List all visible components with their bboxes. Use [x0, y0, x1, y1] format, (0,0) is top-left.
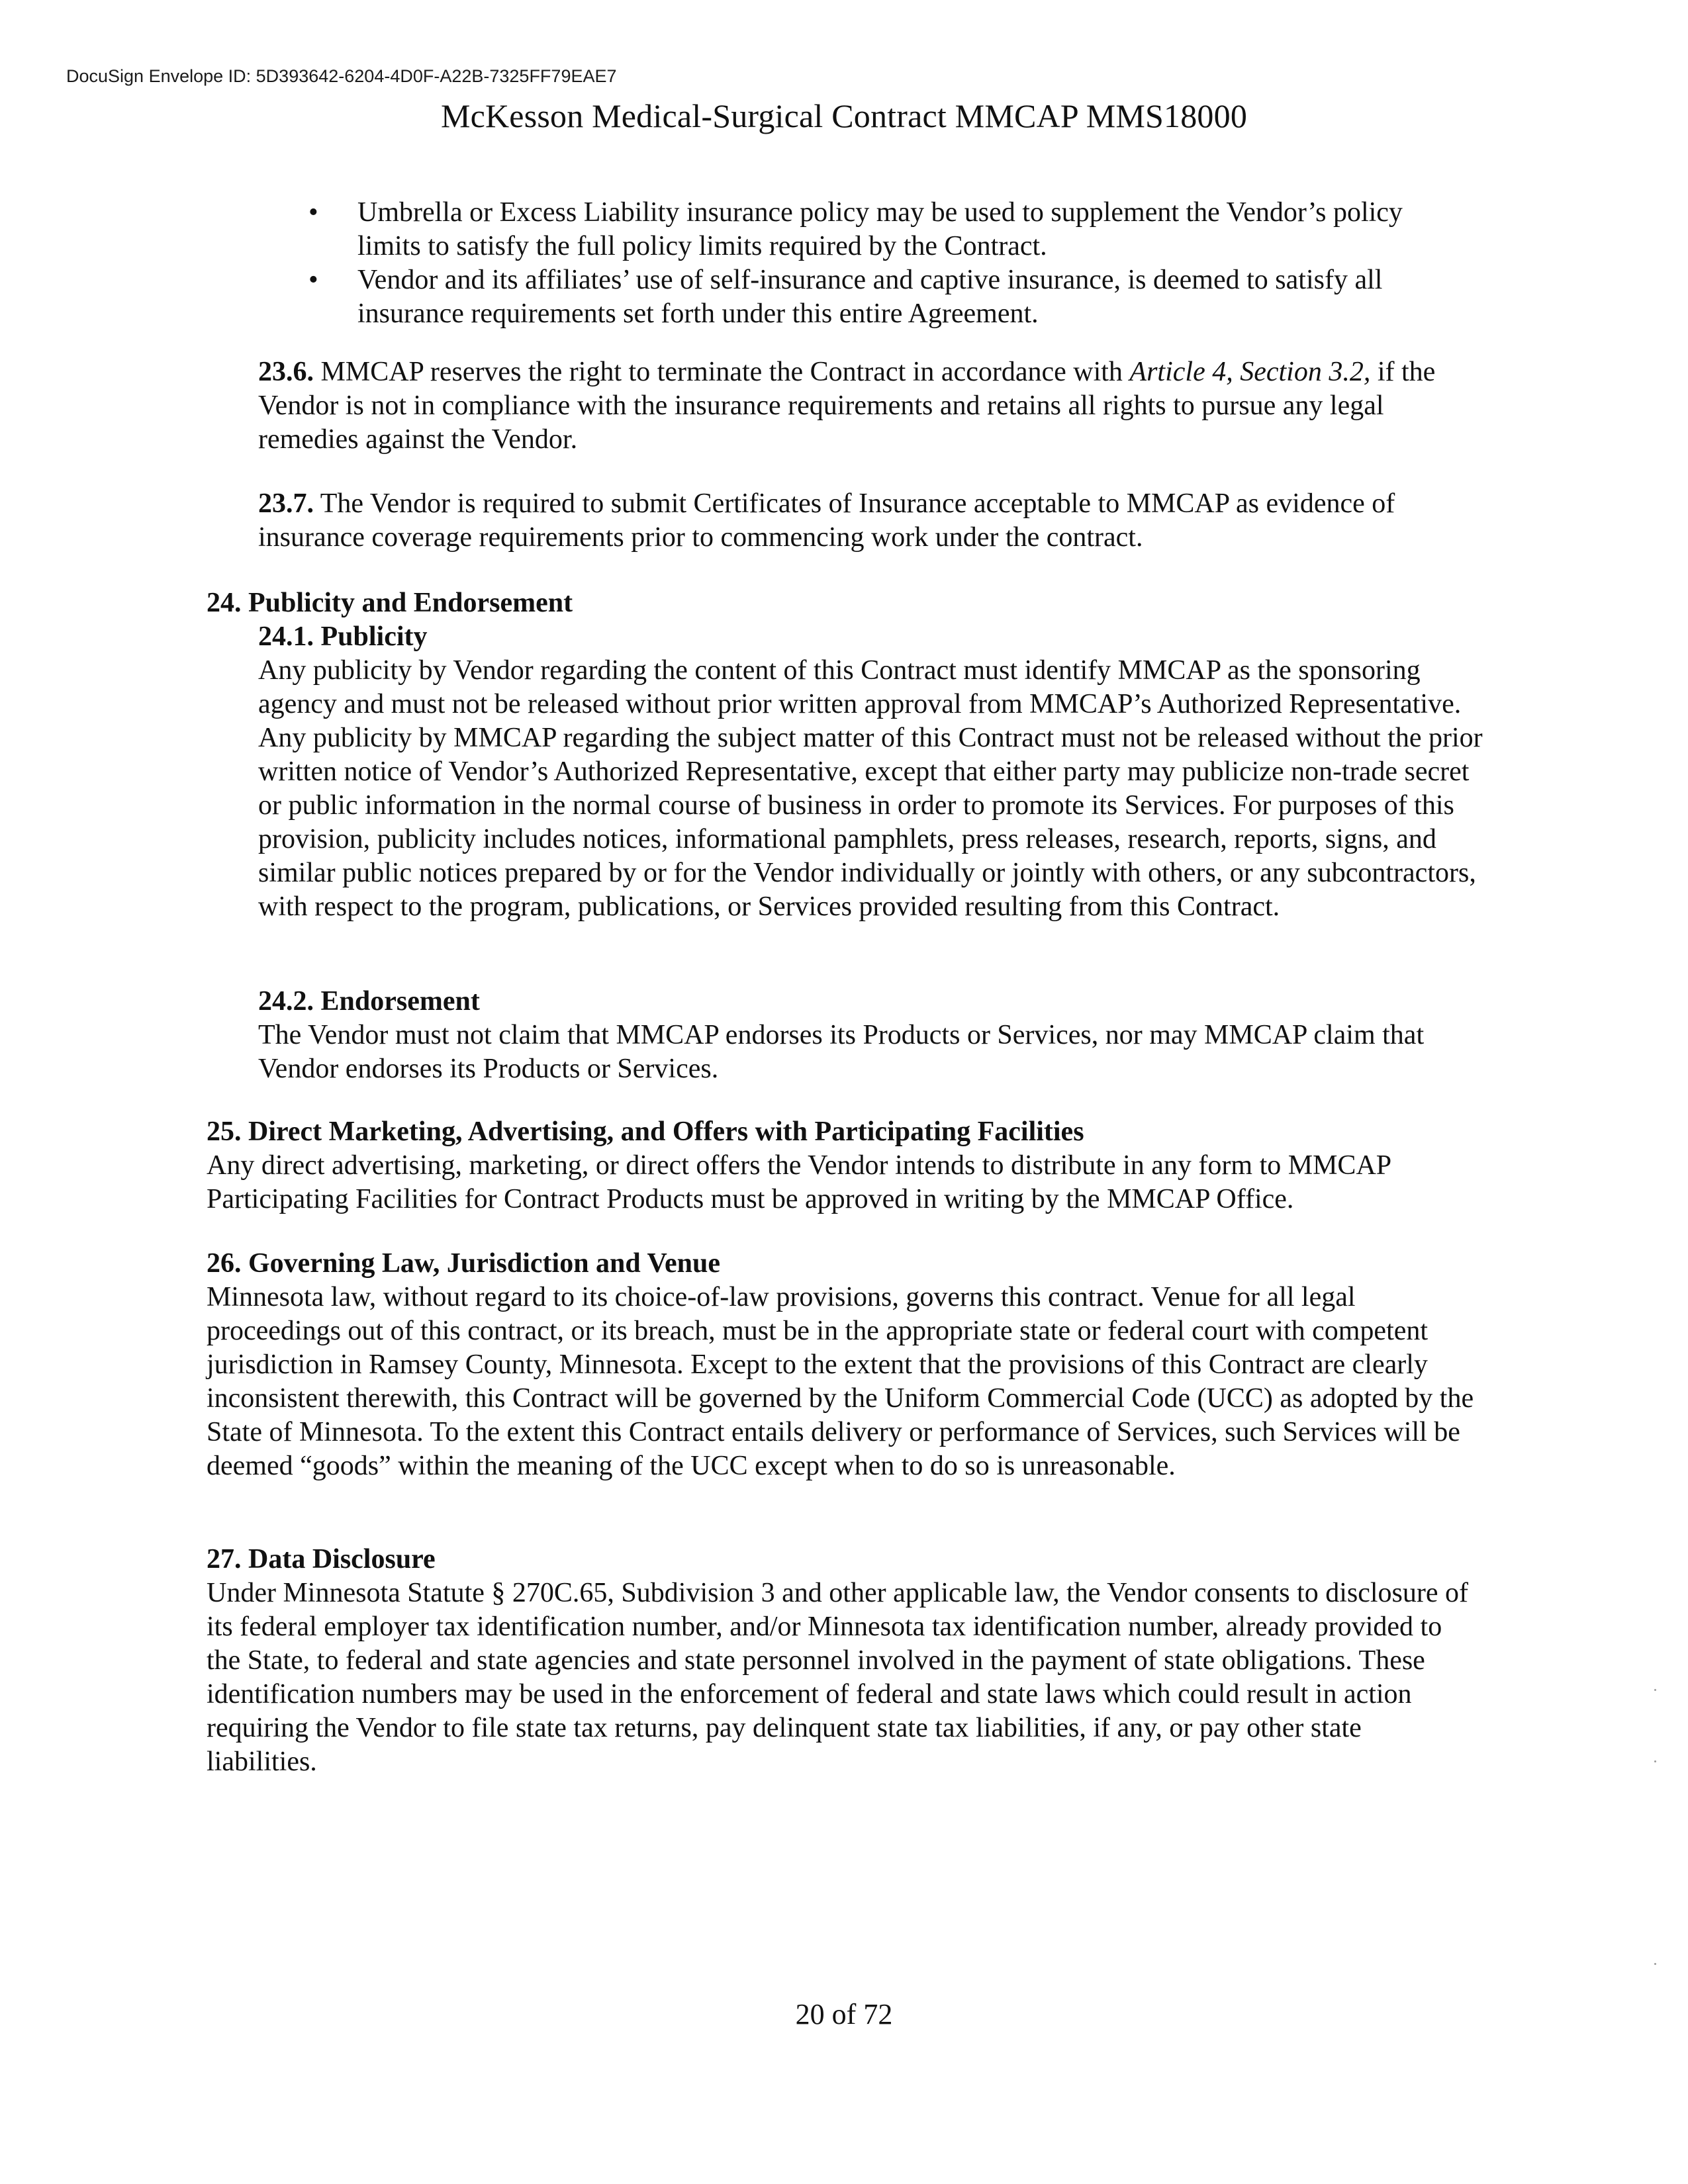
- section-text: MMCAP reserves the right to terminate the Contract in accordance with: [320, 357, 1123, 387]
- bullet-icon: •: [308, 265, 318, 295]
- page-number: 20 of 72: [795, 1998, 893, 2030]
- section-24-heading: 24. Publicity and Endorsement: [207, 588, 573, 618]
- section-number: 23.6.: [258, 357, 314, 387]
- list-item: [301, 263, 1466, 331]
- bullet-text: Umbrella or Excess Liability insurance policy may be used to supplement the Vendor’s policy limits to satisfy the full policy limits required by the Contract.: [357, 197, 1403, 261]
- subsection-heading: 24.1. Publicity: [258, 621, 428, 652]
- list-item: [301, 196, 1466, 263]
- section-23-7: [258, 487, 1489, 555]
- section-text: Minnesota law, without regard to its choice-of-law provisions, governs this contract. Venue for all legal proceedings out of this contract, or its breach, must be in the appropriate state or federal court with competent jurisdiction in Ramsey County, Minnesota. Except to the extent that the provisions of this Contract are clearly inconsistent therewith, this Contract will be governed by the Uniform Commercial Code (UCC) as adopted by the State of Minnesota. To the extent this Contract entails delivery or performance of Services, such Services will be deemed “goods” within the meaning of the UCC except when to do so is unreasonable.: [207, 1282, 1474, 1481]
- bullet-text: Vendor and its affiliates’ use of self-insurance and captive insurance, is deemed to satisfy all insurance requirements set forth under this entire Agreement.: [357, 265, 1383, 329]
- section-heading: 27. Data Disclosure: [207, 1544, 436, 1574]
- scan-speck: [1654, 1689, 1656, 1691]
- subsection-heading: 24.2. Endorsement: [258, 986, 480, 1017]
- section-text: The Vendor must not claim that MMCAP endorses its Products or Services, nor may MMCAP claim that Vendor endorses its Products or Services.: [258, 1020, 1425, 1084]
- scan-speck: [1654, 1963, 1656, 1965]
- section-text: Any direct advertising, marketing, or direct offers the Vendor intends to distribute in any form to MMCAP Participating Facilities for Contract Products must be approved in writing by the MMCAP Office.: [207, 1150, 1391, 1214]
- section-27: [207, 1543, 1477, 1779]
- insurance-bullet-list: [301, 196, 1466, 331]
- section-text: The Vendor is required to submit Certificates of Insurance acceptable to MMCAP as evidence of insurance coverage requirements prior to commencing work under the contract.: [258, 488, 1395, 553]
- section-heading: 25. Direct Marketing, Advertising, and Offers with Participating Facilities: [207, 1116, 1084, 1147]
- section-number: 23.7.: [258, 488, 314, 519]
- section-23-6: [258, 355, 1489, 457]
- docusign-envelope-id: DocuSign Envelope ID: 5D393642-6204-4D0F-A22B-7325FF79EAE7: [66, 66, 617, 86]
- page-header-title: McKesson Medical-Surgical Contract MMCAP MMS18000: [440, 97, 1248, 134]
- section-text: if the Vendor is not in compliance with the insurance requirements and retains all rights to pursue any legal remedies against the Vendor.: [258, 357, 1436, 455]
- scan-speck: [1654, 1760, 1656, 1762]
- article-reference: Article 4, Section 3.2,: [1129, 357, 1371, 387]
- section-text: Under Minnesota Statute § 270C.65, Subdivision 3 and other applicable law, the Vendor consents to disclosure of its federal employer tax identification number, and/or Minnesota tax identification number, already provided to the State, to federal and state agencies and state personnel involved in the payment of state obligations. These identification numbers may be used in the enforcement of federal and state laws which could result in action requiring the Vendor to file state tax returns, pay delinquent state tax liabilities, if any, or pay other state liabilities.: [207, 1578, 1469, 1777]
- section-25: [207, 1115, 1477, 1216]
- section-26: [207, 1247, 1477, 1483]
- bullet-icon: •: [308, 197, 318, 228]
- section-24-2: [258, 985, 1489, 1086]
- section-text: Any publicity by Vendor regarding the content of this Contract must identify MMCAP as the sponsoring agency and must not be released without prior written approval from MMCAP’s Authorized Representative. Any publicity by MMCAP regarding the subject matter of this Contract must not be released without the prior written notice of Vendor’s Authorized Representative, except that either party may publicize non-trade secret or public information in the normal course of business in order to promote its Services. For purposes of this provision, publicity includes notices, informational pamphlets, press releases, research, reports, signs, and similar public notices prepared by or for the Vendor individually or jointly with others, or any subcontractors, with respect to the program, publications, or Services provided resulting from this Contract.: [258, 655, 1483, 922]
- section-24-1: [258, 620, 1489, 924]
- section-heading: 26. Governing Law, Jurisdiction and Venue: [207, 1248, 720, 1279]
